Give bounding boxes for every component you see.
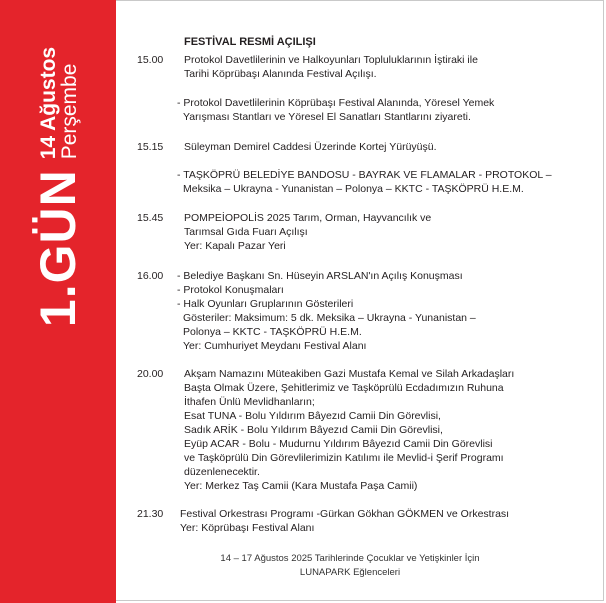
- event-line: - Halk Oyunları Gruplarının Gösterileri: [177, 298, 354, 310]
- event-time: 20.00: [137, 368, 164, 380]
- event-line: Festival Orkestrası Programı -Gürkan Gökhan GÖKMEN ve Orkestrası: [180, 508, 510, 520]
- event-line: POMPEİOPOLİS 2025 Tarım, Orman, Hayvancılık ve: [184, 212, 432, 224]
- event-time: 15.45: [137, 212, 164, 224]
- event-line: Tarihi Köprübaşı Alanında Festival Açılışı.: [184, 68, 377, 80]
- event-line: Eyüp ACAR - Bolu - Mudurnu Yıldırım Bâyezıd Camii Din Görevlisi: [184, 438, 493, 450]
- section-heading: FESTİVAL RESMİ AÇILIŞI: [184, 36, 316, 48]
- date-block: [38, 47, 83, 159]
- event-time: 16.00: [137, 270, 164, 282]
- event-line: Meksika – Ukrayna - Yunanistan – Polonya – KKTC - TAŞKÖPRÜ H.E.M.: [183, 183, 524, 195]
- event-time: 15.15: [137, 141, 164, 153]
- event-location: Yer: Merkez Taş Camii (Kara Mustafa Paşa Camii): [184, 480, 418, 492]
- event-location: Yer: Cumhuriyet Meydanı Festival Alanı: [183, 340, 367, 352]
- event-line: - Protokol Konuşmaları: [177, 284, 284, 296]
- event-time: 21.30: [137, 508, 164, 520]
- day-side-band: [0, 0, 116, 603]
- event-line: - Belediye Başkanı Sn. Hüseyin ARSLAN'ın Açılış Konuşması: [177, 270, 463, 282]
- event-line: ve Taşköprülü Din Görevlilerimizin Katılımı ile Mevlid-i Şerif Programı: [184, 452, 504, 464]
- event-time: 15.00: [137, 54, 164, 66]
- footer-note-2: LUNAPARK Eğlenceleri: [299, 567, 401, 578]
- event-line: Yarışması Stantları ve Yöresel El Sanatları Stantlarını ziyareti.: [183, 111, 471, 123]
- event-line: Akşam Namazını Müteakiben Gazi Mustafa Kemal ve Silah Arkadaşları: [184, 368, 515, 380]
- event-line: Başta Olmak Üzere, Şehitlerimiz ve Taşköprülü Ecdadımızın Ruhuna: [184, 382, 504, 394]
- event-location: Yer: Kapalı Pazar Yeri: [184, 240, 286, 252]
- vertical-day-label: [30, 46, 86, 328]
- event-line: - Protokol Davetlilerinin Köprübaşı Festival Alanında, Yöresel Yemek: [177, 97, 495, 109]
- event-line: Esat TUNA - Bolu Yıldırım Bâyezıd Camii Din Görevlisi,: [184, 410, 441, 422]
- event-line: Gösteriler: Maksimum: 5 dk. Meksika – Ukrayna - Yunanistan –: [183, 312, 476, 324]
- event-line: Protokol Davetlilerinin ve Halkoyunları Topluluklarının İştiraki ile: [184, 54, 478, 66]
- event-line: Tarımsal Gıda Fuarı Açılışı: [184, 226, 308, 238]
- event-line: Süleyman Demirel Caddesi Üzerinde Kortej Yürüyüşü.: [184, 141, 437, 153]
- date-text: 14 Ağustos: [37, 46, 60, 160]
- event-line: düzenlenecektir.: [184, 466, 260, 478]
- event-line: - TAŞKÖPRÜ BELEDİYE BANDOSU - BAYRAK VE FLAMALAR - PROTOKOL –: [177, 169, 552, 181]
- day-title: 1.GÜN: [30, 169, 86, 328]
- footer-note: 14 – 17 Ağustos 2025 Tarihlerinde Çocuklar ve Yetişkinler İçin: [220, 553, 480, 564]
- weekday-text: Perşembe: [58, 63, 81, 160]
- event-line: Polonya – KKTC - TAŞKÖPRÜ H.E.M.: [183, 326, 362, 338]
- event-line: İthafen Ünlü Mevlidhanların;: [184, 396, 315, 408]
- event-line: Sadık ARİK - Bolu Yıldırım Bâyezıd Camii Din Görevlisi,: [184, 424, 443, 436]
- event-location: Yer: Köprübaşı Festival Alanı: [180, 522, 315, 534]
